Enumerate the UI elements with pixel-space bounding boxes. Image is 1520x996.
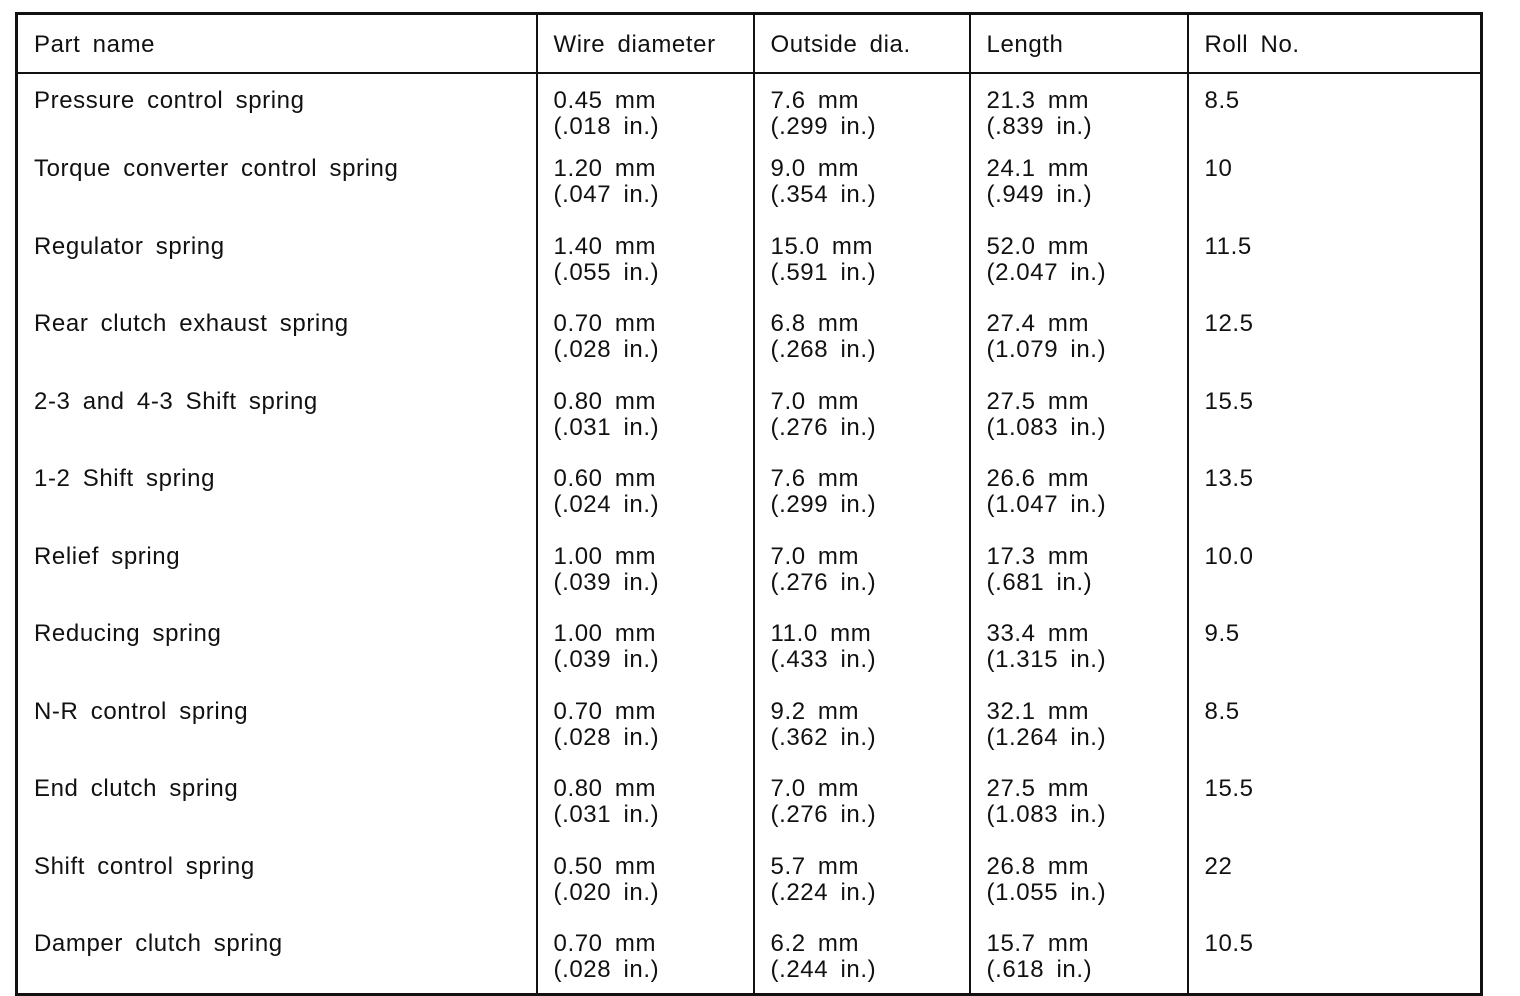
od-in: (.276 in.) (770, 568, 877, 596)
part-name-cell: Rear clutch exhaust spring (34, 310, 349, 337)
len-in: (.949 in.) (986, 181, 1093, 208)
len-in: (1.047 in.) (986, 491, 1107, 518)
len-mm: 33.4 mm (986, 620, 1090, 647)
part-name-cell: Shift control spring (34, 852, 255, 880)
len-mm: 27.5 mm (986, 775, 1090, 802)
roll-no-cell: 8.5 (1188, 687, 1482, 765)
table-row (17, 144, 1482, 222)
od-in: (.268 in.) (770, 336, 877, 363)
wire-diameter-cell (537, 842, 754, 920)
wire-diameter-cell (537, 377, 754, 455)
len-in: (.681 in.) (986, 568, 1093, 596)
table-body (17, 73, 1482, 995)
od-in: (.276 in.) (770, 413, 877, 441)
od-mm: 7.0 mm (770, 542, 860, 570)
part-name-cell: Pressure control spring (34, 87, 305, 114)
roll-no-cell: 12.5 (1188, 299, 1482, 377)
table-row (17, 687, 1482, 765)
wire-in: (.031 in.) (553, 413, 660, 441)
wire-mm: 1.40 mm (553, 232, 657, 260)
header-outside-dia: Outside dia. (754, 14, 970, 74)
wire-in: (.039 in.) (553, 568, 660, 596)
len-mm: 24.1 mm (986, 155, 1090, 182)
len-mm: 32.1 mm (986, 697, 1090, 725)
od-mm: 5.7 mm (770, 852, 860, 880)
wire-in: (.031 in.) (553, 801, 660, 828)
od-in: (.276 in.) (770, 801, 877, 828)
wire-diameter-cell (537, 299, 754, 377)
outside-dia-cell (754, 73, 970, 144)
wire-diameter-cell (537, 609, 754, 687)
wire-in: (.020 in.) (553, 878, 660, 906)
roll-no-cell: 10 (1188, 144, 1482, 222)
wire-mm: 0.45 mm (553, 87, 657, 114)
part-name-cell: Relief spring (34, 542, 181, 570)
len-mm: 17.3 mm (986, 542, 1090, 570)
table-row (17, 764, 1482, 842)
outside-dia-cell (754, 299, 970, 377)
table-row (17, 377, 1482, 455)
roll-no-cell: 22 (1188, 842, 1482, 920)
length-cell (970, 299, 1188, 377)
length-cell (970, 454, 1188, 532)
header-part-name: Part name (17, 14, 537, 74)
len-in: (2.047 in.) (986, 258, 1107, 286)
length-cell (970, 919, 1188, 995)
table-row (17, 532, 1482, 610)
table-row (17, 919, 1482, 995)
len-mm: 21.3 mm (986, 87, 1090, 114)
table-row (17, 222, 1482, 300)
table-row (17, 454, 1482, 532)
part-name-cell: Regulator spring (34, 232, 225, 260)
wire-mm: 0.50 mm (553, 852, 657, 880)
od-mm: 7.6 mm (770, 465, 860, 492)
wire-in: (.028 in.) (553, 956, 660, 983)
wire-diameter-cell (537, 532, 754, 610)
od-mm: 7.6 mm (770, 87, 860, 114)
od-in: (.224 in.) (770, 878, 877, 906)
outside-dia-cell (754, 377, 970, 455)
od-in: (.299 in.) (770, 491, 877, 518)
wire-diameter-cell (537, 764, 754, 842)
len-in: (1.083 in.) (986, 801, 1107, 828)
part-name-cell: N-R control spring (34, 697, 249, 725)
table-row (17, 609, 1482, 687)
outside-dia-cell (754, 842, 970, 920)
wire-diameter-cell (537, 144, 754, 222)
table-row (17, 299, 1482, 377)
wire-diameter-cell (537, 919, 754, 995)
roll-no-cell: 8.5 (1188, 73, 1482, 144)
wire-in: (.024 in.) (553, 491, 660, 518)
wire-mm: 0.60 mm (553, 465, 657, 492)
len-in: (.839 in.) (986, 113, 1093, 140)
len-mm: 52.0 mm (986, 232, 1090, 260)
od-in: (.354 in.) (770, 181, 877, 208)
outside-dia-cell (754, 919, 970, 995)
len-in: (.618 in.) (986, 956, 1093, 983)
table-row (17, 73, 1482, 144)
outside-dia-cell (754, 687, 970, 765)
wire-diameter-cell (537, 454, 754, 532)
outside-dia-cell (754, 532, 970, 610)
wire-in: (.028 in.) (553, 723, 660, 751)
header-roll-no: Roll No. (1188, 14, 1482, 74)
roll-no-cell: 15.5 (1188, 377, 1482, 455)
spring-spec-table (15, 12, 1483, 996)
length-cell (970, 609, 1188, 687)
roll-no-cell: 9.5 (1188, 609, 1482, 687)
wire-mm: 0.80 mm (553, 387, 657, 415)
outside-dia-cell (754, 144, 970, 222)
od-mm: 11.0 mm (770, 620, 872, 647)
roll-no-cell: 13.5 (1188, 454, 1482, 532)
wire-in: (.039 in.) (553, 646, 660, 673)
len-in: (1.315 in.) (986, 646, 1107, 673)
od-in: (.362 in.) (770, 723, 877, 751)
wire-mm: 1.00 mm (553, 542, 657, 570)
wire-in: (.028 in.) (553, 336, 660, 363)
outside-dia-cell (754, 222, 970, 300)
len-mm: 26.8 mm (986, 852, 1090, 880)
part-name-cell: 2-3 and 4-3 Shift spring (34, 387, 318, 415)
len-in: (1.079 in.) (986, 336, 1107, 363)
length-cell (970, 687, 1188, 765)
header-length: Length (970, 14, 1188, 74)
table-header (17, 14, 1482, 74)
od-mm: 6.2 mm (770, 930, 860, 957)
len-mm: 27.5 mm (986, 387, 1090, 415)
roll-no-cell: 15.5 (1188, 764, 1482, 842)
wire-mm: 1.20 mm (553, 155, 657, 182)
header-wire-diameter: Wire diameter (537, 14, 754, 74)
len-mm: 27.4 mm (986, 310, 1090, 337)
part-name-cell: Reducing spring (34, 620, 222, 647)
length-cell (970, 532, 1188, 610)
od-in: (.591 in.) (770, 258, 877, 286)
outside-dia-cell (754, 454, 970, 532)
length-cell (970, 144, 1188, 222)
part-name-cell: Damper clutch spring (34, 930, 283, 957)
wire-mm: 0.70 mm (553, 310, 657, 337)
length-cell (970, 73, 1188, 144)
length-cell (970, 222, 1188, 300)
outside-dia-cell (754, 609, 970, 687)
len-in: (1.055 in.) (986, 878, 1107, 906)
roll-no-cell: 10.0 (1188, 532, 1482, 610)
length-cell (970, 377, 1188, 455)
wire-mm: 0.70 mm (553, 930, 657, 957)
wire-diameter-cell (537, 222, 754, 300)
length-cell (970, 842, 1188, 920)
wire-mm: 1.00 mm (553, 620, 657, 647)
table-row (17, 842, 1482, 920)
wire-diameter-cell (537, 73, 754, 144)
length-cell (970, 764, 1188, 842)
roll-no-cell: 11.5 (1188, 222, 1482, 300)
od-mm: 7.0 mm (770, 775, 860, 802)
wire-mm: 0.80 mm (553, 775, 657, 802)
len-mm: 15.7 mm (986, 930, 1090, 957)
len-mm: 26.6 mm (986, 465, 1090, 492)
wire-in: (.047 in.) (553, 181, 660, 208)
od-mm: 9.2 mm (770, 697, 860, 725)
part-name-cell: Torque converter control spring (34, 155, 399, 182)
od-mm: 15.0 mm (770, 232, 874, 260)
od-in: (.244 in.) (770, 956, 877, 983)
wire-in: (.018 in.) (553, 113, 660, 140)
part-name-cell: End clutch spring (34, 775, 239, 802)
od-mm: 6.8 mm (770, 310, 860, 337)
outside-dia-cell (754, 764, 970, 842)
od-mm: 9.0 mm (770, 155, 860, 182)
od-in: (.299 in.) (770, 113, 877, 140)
part-name-cell: 1-2 Shift spring (34, 465, 216, 492)
od-mm: 7.0 mm (770, 387, 860, 415)
wire-mm: 0.70 mm (553, 697, 657, 725)
od-in: (.433 in.) (770, 646, 877, 673)
header-row (17, 14, 1482, 74)
wire-diameter-cell (537, 687, 754, 765)
len-in: (1.264 in.) (986, 723, 1107, 751)
wire-in: (.055 in.) (553, 258, 660, 286)
len-in: (1.083 in.) (986, 413, 1107, 441)
roll-no-cell: 10.5 (1188, 919, 1482, 995)
